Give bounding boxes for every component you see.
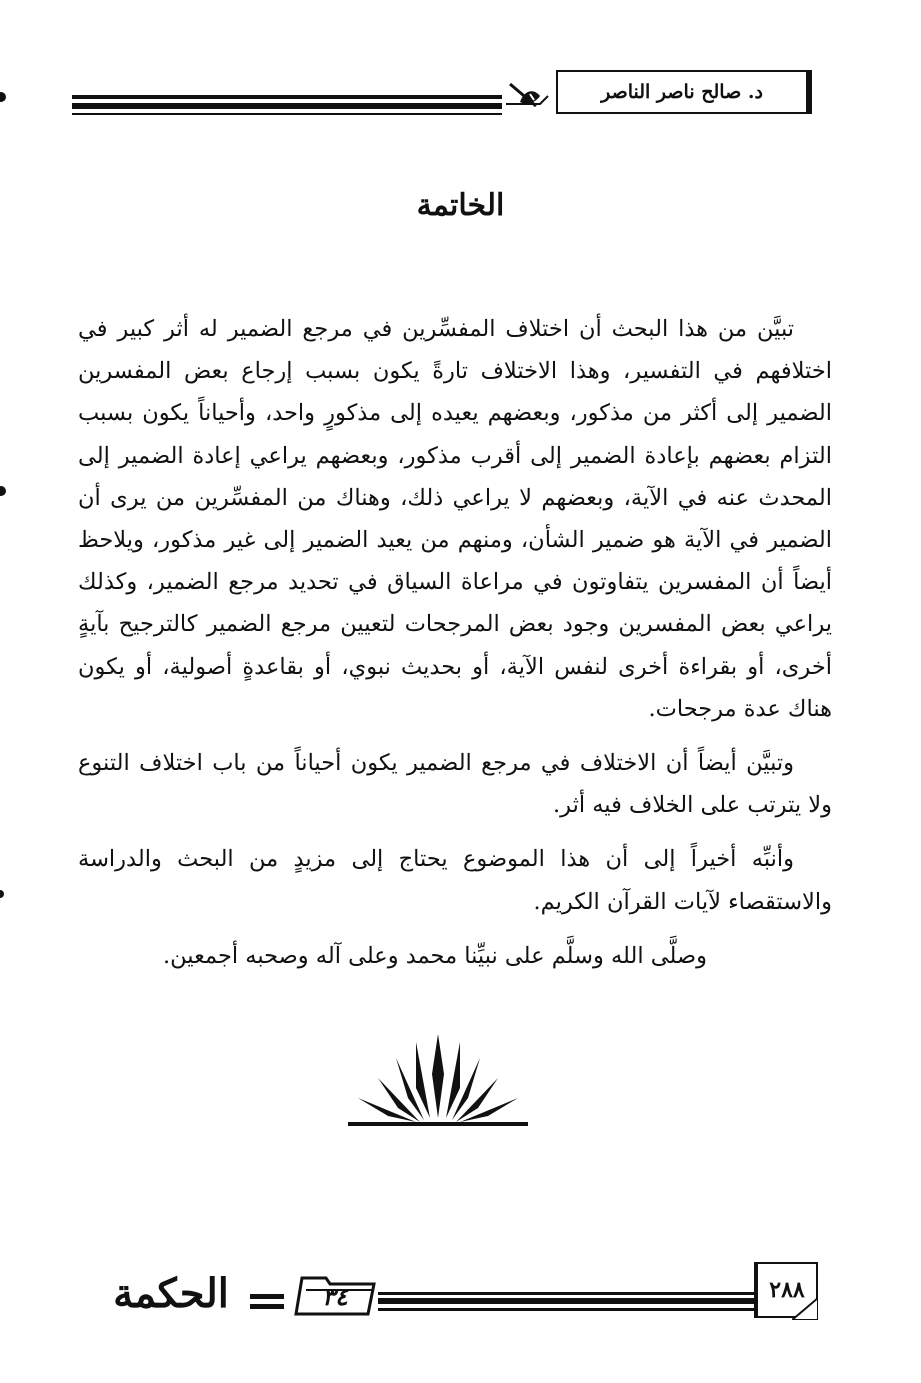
footer-rule	[378, 1292, 754, 1295]
header-rule	[72, 103, 502, 109]
margin-mark	[0, 92, 6, 102]
closing-prayer: وصلَّى الله وسلَّم على نبيِّنا محمد وعلى آله وصحبه أجمعين.	[163, 942, 707, 969]
sunburst-ornament-icon	[348, 1028, 528, 1128]
author-name-box	[556, 70, 812, 114]
paragraph: وأنبِّه أخيراً إلى أن هذا الموضوع يحتاج إلى مزيدٍ من البحث والدراسة والاستقصاء لآيات القرآن الكريم.	[78, 846, 832, 915]
page-corner-fold-icon	[792, 1298, 818, 1320]
body-text	[78, 308, 832, 989]
margin-mark	[0, 890, 4, 898]
margin-mark	[0, 486, 6, 496]
journal-logo: الحكمة	[113, 1270, 229, 1317]
footer-dash	[250, 1304, 284, 1309]
header-rule	[72, 113, 502, 115]
pen-icon	[500, 74, 554, 114]
paragraph: تبيَّن من هذا البحث أن اختلاف المفسِّرين في مرجع الضمير له أثر كبير في اختلافهم في التفسير، وهذا الاختلاف تارةً يكون بسبب إرجاع بعض المفسرين الضمير إلى أكثر من مذكور، وبعضهم يعيده إلى مذكورٍ واحد، وأحياناً يكون بسبب التزام بعضهم بإعادة الضمير إلى أقرب مذكور، وبعضهم يراعي إعادة الضمير إلى المحدث عنه في الآية، وبعضهم لا يراعي ذلك، وهناك من المفسِّرين من يرى أن الضمير في الآية هو ضمير الشأن، ومنهم من يعيد الضمير إلى غير مذكور، ويلاحظ أيضاً أن المفسرين يتفاوتون في مراعاة السياق في تحديد مرجع الضمير، وكذلك يراعي بعض المفسرين وجود بعض المرجحات لتعيين مرجع الضمير كالترجيح بآيةٍ أخرى، أو بقراءة أخرى لنفس الآية، أو بحديث نبوي، أو بقاعدةٍ أصولية، أو يكون هناك عدة مرجحات.	[78, 316, 832, 722]
issue-number: ٣٤	[322, 1282, 348, 1311]
author-name: د. صالح ناصر الناصر	[601, 81, 763, 103]
header-rule	[72, 95, 502, 99]
footer-dash	[250, 1294, 284, 1299]
page-number: ٢٨٨	[769, 1277, 805, 1303]
footer-rule	[378, 1308, 754, 1311]
footer-rule	[378, 1298, 754, 1304]
page-title: الخاتمة	[416, 188, 505, 223]
paragraph: وتبيَّن أيضاً أن الاختلاف في مرجع الضمير يكون أحياناً من باب اختلاف التنوع ولا يترتب على الخلاف فيه أثر.	[78, 750, 832, 819]
